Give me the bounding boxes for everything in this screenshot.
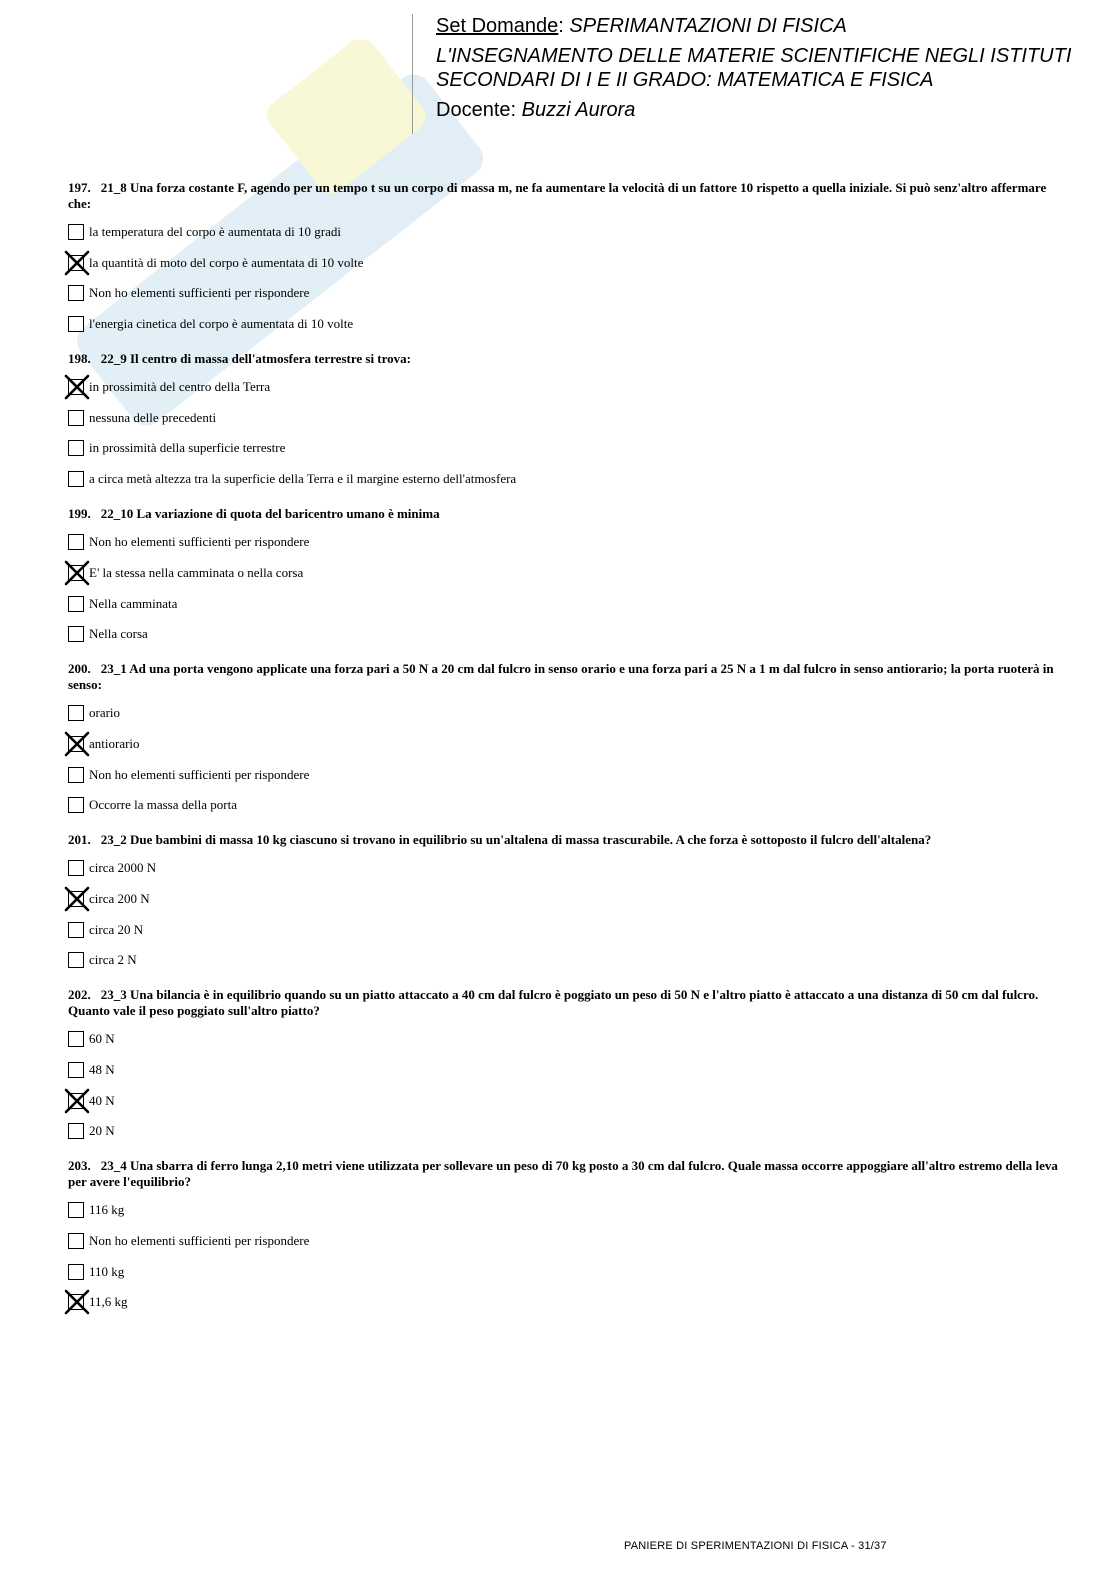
answer-option[interactable]	[68, 889, 1058, 909]
question-block	[68, 987, 1058, 1141]
answer-option[interactable]	[68, 920, 1058, 940]
answer-label: Non ho elementi sufficienti per rispondere	[89, 285, 310, 301]
answer-checkbox[interactable]	[68, 922, 84, 938]
answer-option[interactable]	[68, 1060, 1058, 1080]
question-body: 23_1 Ad una porta vengono applicate una forza pari a 50 N a 20 cm dal fulcro in senso orario e una forza pari a 25 N a 1 m dal fulcro in senso antiorario; la porta ruoterà in senso:	[68, 661, 1054, 693]
question-block	[68, 180, 1058, 334]
answer-label: 116 kg	[89, 1202, 125, 1218]
answer-label: circa 2000 N	[89, 860, 157, 876]
answer-checkbox[interactable]	[68, 1233, 84, 1249]
answer-option[interactable]	[68, 222, 1058, 242]
answer-label: in prossimità del centro della Terra	[89, 379, 271, 395]
answer-label: 20 N	[89, 1123, 115, 1139]
answer-label: 40 N	[89, 1092, 115, 1108]
answer-checkbox[interactable]	[68, 1062, 84, 1078]
document-header	[412, 14, 1113, 134]
question-number: 201.	[68, 832, 91, 848]
answer-option[interactable]	[68, 1121, 1058, 1141]
answer-label: nessuna delle precedenti	[89, 409, 217, 425]
answer-label: E' la stessa nella camminata o nella corsa	[89, 564, 304, 580]
answer-label: Non ho elementi sufficienti per rispondere	[89, 534, 310, 550]
set-separator: :	[558, 15, 564, 37]
answer-option[interactable]	[68, 950, 1058, 970]
answer-label: a circa metà altezza tra la superficie della Terra e il margine esterno dell'atmosfera	[89, 471, 517, 487]
answer-label: antiorario	[89, 735, 140, 751]
answer-option[interactable]	[68, 594, 1058, 614]
docente-name: Buzzi Aurora	[521, 99, 636, 121]
answer-checkbox[interactable]	[68, 1123, 84, 1139]
question-number: 203.	[68, 1158, 91, 1174]
answer-option[interactable]	[68, 1091, 1058, 1111]
answer-checkbox[interactable]	[68, 285, 84, 301]
set-label: Set Domande	[436, 15, 559, 37]
answer-checkbox[interactable]	[68, 471, 84, 487]
checked-cross-icon	[64, 731, 90, 757]
answer-label: Nella camminata	[89, 595, 178, 611]
answer-option[interactable]	[68, 469, 1058, 489]
answer-label: 60 N	[89, 1031, 115, 1047]
answer-label: Occorre la massa della porta	[89, 797, 237, 813]
question-block	[68, 351, 1058, 489]
question-body: 23_2 Due bambini di massa 10 kg ciascuno si trovano in equilibrio su un'altalena di massa trascurabile. A che forza è sottoposto il fulcro dell'altalena?	[100, 832, 932, 848]
answer-label: Non ho elementi sufficienti per rispondere	[89, 1233, 310, 1249]
question-body: 21_8 Una forza costante F, agendo per un tempo t su un corpo di massa m, ne fa aumentare la velocità di un fattore 10 rispetto a quella iniziale. Si può senz'altro affermare che:	[68, 180, 1047, 211]
question-body: 23_3 Una bilancia è in equilibrio quando su un piatto attaccato a 40 cm dal fulcro è poggiato un peso di 50 N e l'altro piatto è attaccato a una distanza di 50 cm dal fulcro. Quanto vale il peso poggiato sull'altro piatto?	[68, 987, 1039, 1019]
page-footer: PANIERE DI SPERIMENTAZIONI DI FISICA - 31/37	[624, 1540, 887, 1552]
answer-label: 11,6 kg	[89, 1294, 128, 1310]
answer-option[interactable]	[68, 438, 1058, 458]
answer-label: la quantità di moto del corpo è aumentata di 10 volte	[89, 254, 364, 270]
checked-cross-icon	[64, 1088, 90, 1114]
answer-label: 110 kg	[89, 1263, 125, 1279]
answer-option[interactable]	[68, 1200, 1058, 1220]
answer-label: l'energia cinetica del corpo è aumentata di 10 volte	[89, 316, 354, 332]
answer-option[interactable]	[68, 377, 1058, 397]
question-list	[68, 180, 1058, 1329]
checked-cross-icon	[64, 1289, 90, 1315]
question-block	[68, 506, 1058, 644]
answer-option[interactable]	[68, 1262, 1058, 1282]
answer-option[interactable]	[68, 1292, 1058, 1312]
answer-checkbox[interactable]	[68, 224, 84, 240]
question-number: 198.	[68, 351, 91, 367]
question-text	[68, 987, 1058, 1019]
answer-option[interactable]	[68, 624, 1058, 644]
answer-checkbox[interactable]	[68, 440, 84, 456]
checked-cross-icon	[64, 886, 90, 912]
answer-checkbox[interactable]	[68, 952, 84, 968]
answer-checkbox[interactable]	[68, 626, 84, 642]
answer-option[interactable]	[68, 795, 1058, 815]
question-body: 22_9 Il centro di massa dell'atmosfera terrestre si trova:	[100, 351, 411, 367]
answer-option[interactable]	[68, 253, 1058, 273]
answer-checkbox[interactable]	[68, 767, 84, 783]
answer-option[interactable]	[68, 1029, 1058, 1049]
answer-option[interactable]	[68, 765, 1058, 785]
question-text	[68, 1158, 1058, 1190]
question-text	[68, 351, 1058, 367]
question-number: 197.	[68, 180, 91, 195]
course-title-line1: L'INSEGNAMENTO DELLE MATERIE SCIENTIFICHE NEGLI ISTITUTI	[436, 45, 1072, 67]
question-text	[68, 832, 1058, 848]
answer-checkbox[interactable]	[68, 797, 84, 813]
question-text	[68, 661, 1058, 693]
answer-label: circa 2 N	[89, 952, 137, 968]
docente-line	[436, 98, 1113, 122]
checked-cross-icon	[64, 560, 90, 586]
answer-label: in prossimità della superficie terrestre	[89, 440, 286, 456]
question-number: 200.	[68, 661, 91, 677]
checked-cross-icon	[64, 374, 90, 400]
question-text	[68, 180, 1058, 212]
answer-option[interactable]	[68, 858, 1058, 878]
answer-checkbox[interactable]	[68, 1031, 84, 1047]
question-body: 22_10 La variazione di quota del baricentro umano è minima	[100, 506, 440, 522]
answer-checkbox[interactable]	[68, 860, 84, 876]
question-block	[68, 661, 1058, 815]
answer-option[interactable]	[68, 314, 1058, 334]
question-number: 202.	[68, 987, 91, 1003]
question-number: 199.	[68, 506, 91, 522]
answer-checkbox[interactable]	[68, 316, 84, 332]
answer-option[interactable]	[68, 703, 1058, 723]
answer-option[interactable]	[68, 563, 1058, 583]
answer-checkbox[interactable]	[68, 1202, 84, 1218]
set-value: SPERIMANTAZIONI DI FISICA	[569, 15, 847, 37]
answer-label: circa 200 N	[89, 890, 150, 906]
answer-option[interactable]	[68, 532, 1058, 552]
question-body: 23_4 Una sbarra di ferro lunga 2,10 metri viene utilizzata per sollevare un peso di 70 kg posto a 30 cm dal fulcro. Quale massa occorre appoggiare all'altro estremo della leva per avere l'equilibrio?	[68, 1158, 1058, 1190]
answer-checkbox[interactable]	[68, 596, 84, 612]
answer-checkbox[interactable]	[68, 1264, 84, 1280]
answer-label: orario	[89, 705, 121, 721]
answer-option[interactable]	[68, 734, 1058, 754]
docente-label: Docente:	[436, 99, 517, 121]
course-title-line2: SECONDARI DI I E II GRADO: MATEMATICA E FISICA	[436, 69, 934, 91]
answer-checkbox[interactable]	[68, 705, 84, 721]
answer-checkbox[interactable]	[68, 534, 84, 550]
answer-label: circa 20 N	[89, 921, 144, 937]
answer-checkbox[interactable]	[68, 410, 84, 426]
question-block	[68, 1158, 1058, 1312]
checked-cross-icon	[64, 250, 90, 276]
answer-label: Nella corsa	[89, 626, 148, 642]
answer-option[interactable]	[68, 1231, 1058, 1251]
answer-label: Non ho elementi sufficienti per rispondere	[89, 766, 310, 782]
answer-option[interactable]	[68, 283, 1058, 303]
question-block	[68, 832, 1058, 970]
set-domande-line	[436, 14, 1113, 38]
answer-option[interactable]	[68, 408, 1058, 428]
question-text	[68, 506, 1058, 522]
answer-label: la temperatura del corpo è aumentata di 10 gradi	[89, 224, 341, 239]
answer-label: 48 N	[89, 1062, 115, 1077]
